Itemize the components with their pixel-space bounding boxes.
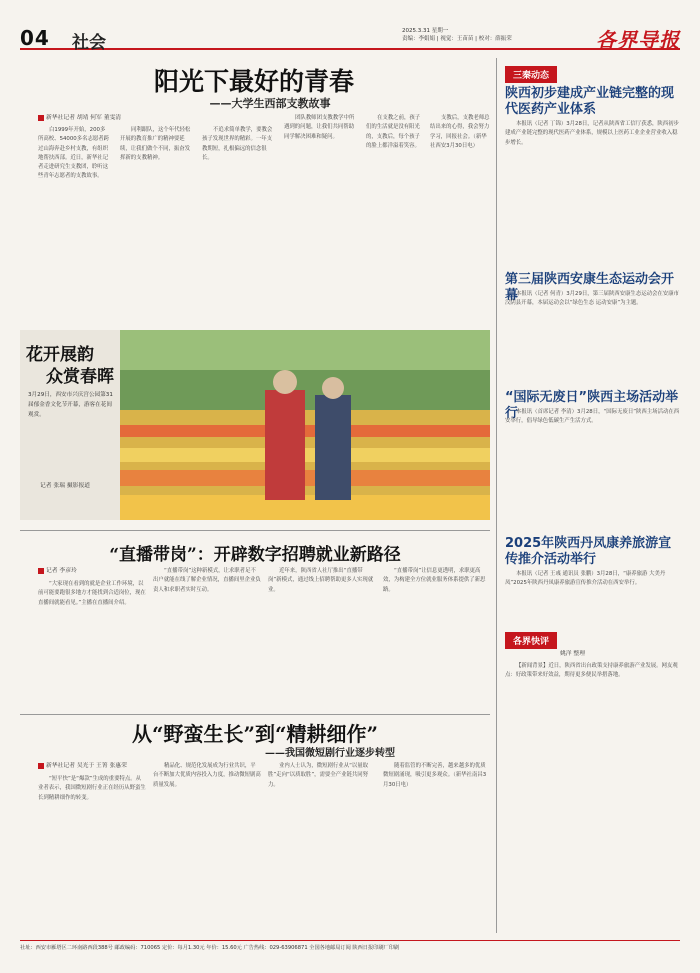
right-headline-2: 第三届陕西安康生态运动会开幕	[505, 272, 675, 303]
photo-caption-text: 3月29日，西安市兴庆宫公园第31届郁金香文化节开幕，游客在花间观赏。	[28, 392, 113, 418]
article2-col1: “大家现在看到的就是企业工作环境，以前可能要跑很多地方才能找到合适岗位，现在直播间就能看见。”主播在直播间介绍。	[38, 581, 146, 606]
section-title: 社会	[72, 33, 106, 53]
article2-col4: “直播带岗”让信息更透明，求职更高效，为构建全方位就业服务体系提供了新思路。	[383, 568, 486, 593]
article1-col6: 支教后，支教老师总结出来的心得，我会努力学习，回报社会。（新华社西安3月30日电）	[430, 115, 490, 149]
right-headline-1: 陕西初步建成产业链完整的现代医药产业体系	[505, 86, 675, 117]
article2-title: “直播带岗”：开辟数字招聘就业新路径	[109, 545, 401, 565]
photo-credit: 记者 张瑞 摄影报道	[40, 483, 91, 489]
article3-col4: 随着监管的不断完善，越来越多的优质微短剧涌现，吸引更多观众。（新华社南昌3月30日电）	[383, 763, 487, 788]
article1-byline: 新华社记者 胡靖 何军 董雯清	[38, 114, 121, 123]
article1-col4: 团队教师团支教教学中所遇到的问题，让我们共同帮助同学解决困难和疑问。	[284, 115, 355, 140]
right-headline-4: 2025年陕西丹凤康养旅游宣传推介活动举行	[505, 536, 672, 567]
article1-col2: 同利跟队，这个年代轻松开展的教育推广的精神要延续，让我们做个不同，振奋发挥新的支教精神。	[120, 127, 191, 161]
tulip-photo	[120, 330, 490, 520]
article3-byline: 新华社记者 吴光于 王箐 张惠荣	[38, 762, 127, 771]
page-footer: 社址：西安市雁塔区二环南路西段388号 邮政编码：710065 定价：每月1.30元 年价：15.60元 广告热线：029-63906871 全国各地邮局订阅 陕西日报印刷厂印刷	[20, 940, 680, 951]
issue-date: 2025.3.31 星期一	[402, 28, 449, 34]
article3-subtitle: ——我国微短剧行业逐步转型	[265, 748, 395, 759]
editors: 责编：李娟娟 | 视觉：王苗苗 | 校对：薛振荣	[402, 36, 512, 42]
article3-title: 从“野蛮生长”到“精耕细作”	[131, 722, 378, 746]
right-text-4: 本报讯（记者 王彧 通讯员 张鹏）3月28日，“康养旅游 大美丹凤”2025年陕西丹凤康养旅游宣传推介活动在西安举行。	[505, 571, 666, 587]
divider	[20, 714, 490, 715]
article2-byline: 记者 李彦玲	[38, 567, 77, 576]
article3-col3: 业内人士认为，微短剧行业从“以量取胜”走向“以质取胜”，需要全产业链共同努力。	[268, 763, 369, 788]
right-text-3: 本报讯（首席记者 李清）3月28日，“国际无废日”陕西主场活动在西安举行，倡导绿色低碳生产生活方式。	[505, 409, 680, 425]
article1-subtitle: ——大学生西部支教故事	[209, 97, 331, 110]
page-number: 04	[20, 26, 50, 50]
masthead-logo: 各界导报	[596, 28, 680, 52]
comments-byline: 姚洋 整理	[560, 651, 586, 657]
article1-title: 阳光下最好的青春	[153, 67, 354, 96]
photo-title: 花开展韵	[26, 345, 94, 365]
section-label-comments: 各界快评	[505, 632, 557, 649]
article1-col1: 白1999年开始，200多所高校、54000多名志愿者跨过山海奔赴乡村支教，有组织地帮扶西部。近日，新华社记者走进研究生支教团，聆听这些青年志愿者的支教故事。	[38, 127, 110, 180]
section-label-sanqin: 三秦动态	[505, 66, 557, 83]
divider	[20, 530, 490, 531]
right-headline-3: “国际无废日”陕西主场活动举行	[505, 390, 679, 421]
comments-text: 【新闻背景】近日，陕西省出台政策支持康养旅游产业发展。网友观点：好政策带来好效益，期待更多便民举措落地。	[505, 663, 678, 679]
column-divider	[496, 58, 497, 933]
right-text-1: 本报讯（记者 丁锦）3月28日，记者从陕西省工信厅获悉，陕西初步建成产业链完整的现代医药产业体系，规模以上医药工业企业营业收入稳步增长。	[505, 121, 679, 146]
page-header	[20, 26, 680, 53]
photo-caption-box	[20, 330, 120, 520]
article2-col2: “直播带岗”这种新模式，让求职者足不出户就能在线了解企业情况，直播间里企业负责人和求职者实时互动。	[153, 568, 261, 593]
right-text-2: 本报讯（记者 何青）3月29日，第三届陕西安康生态运动会在安康市汉阴县开幕，本届运动会以“绿色生态 运动安康”为主题。	[505, 291, 679, 307]
header-info	[402, 27, 612, 43]
photo-subtitle: 众赏春晖	[46, 367, 114, 387]
article2-col3: 近年来，陕西省人社厅推出“直播带岗”新模式，通过线上招聘帮助更多人实现就业。	[268, 568, 374, 593]
article1-col3: 不追求简单教学，要教会孩子发现世界的精彩。一年支教期短，扎根偏远的信念很长。	[202, 127, 273, 161]
article3-col2: 精品化、规范化发展成为行业共识，平台不断加大优质内容投入力度，推动微短剧高质量发展。	[153, 763, 261, 788]
tulip-photo-illustration	[120, 330, 490, 520]
article3-col1: “短平快”是“爆款”生成的重要特点。从业者表示，我国微短剧行业正在经历从野蛮生长到精耕细作的转变。	[38, 776, 146, 801]
article1-col5: 在支教之前，孩子们的生活就是没有阳光的，支教后，每个孩子的脸上都洋溢着笑容。	[366, 115, 421, 149]
